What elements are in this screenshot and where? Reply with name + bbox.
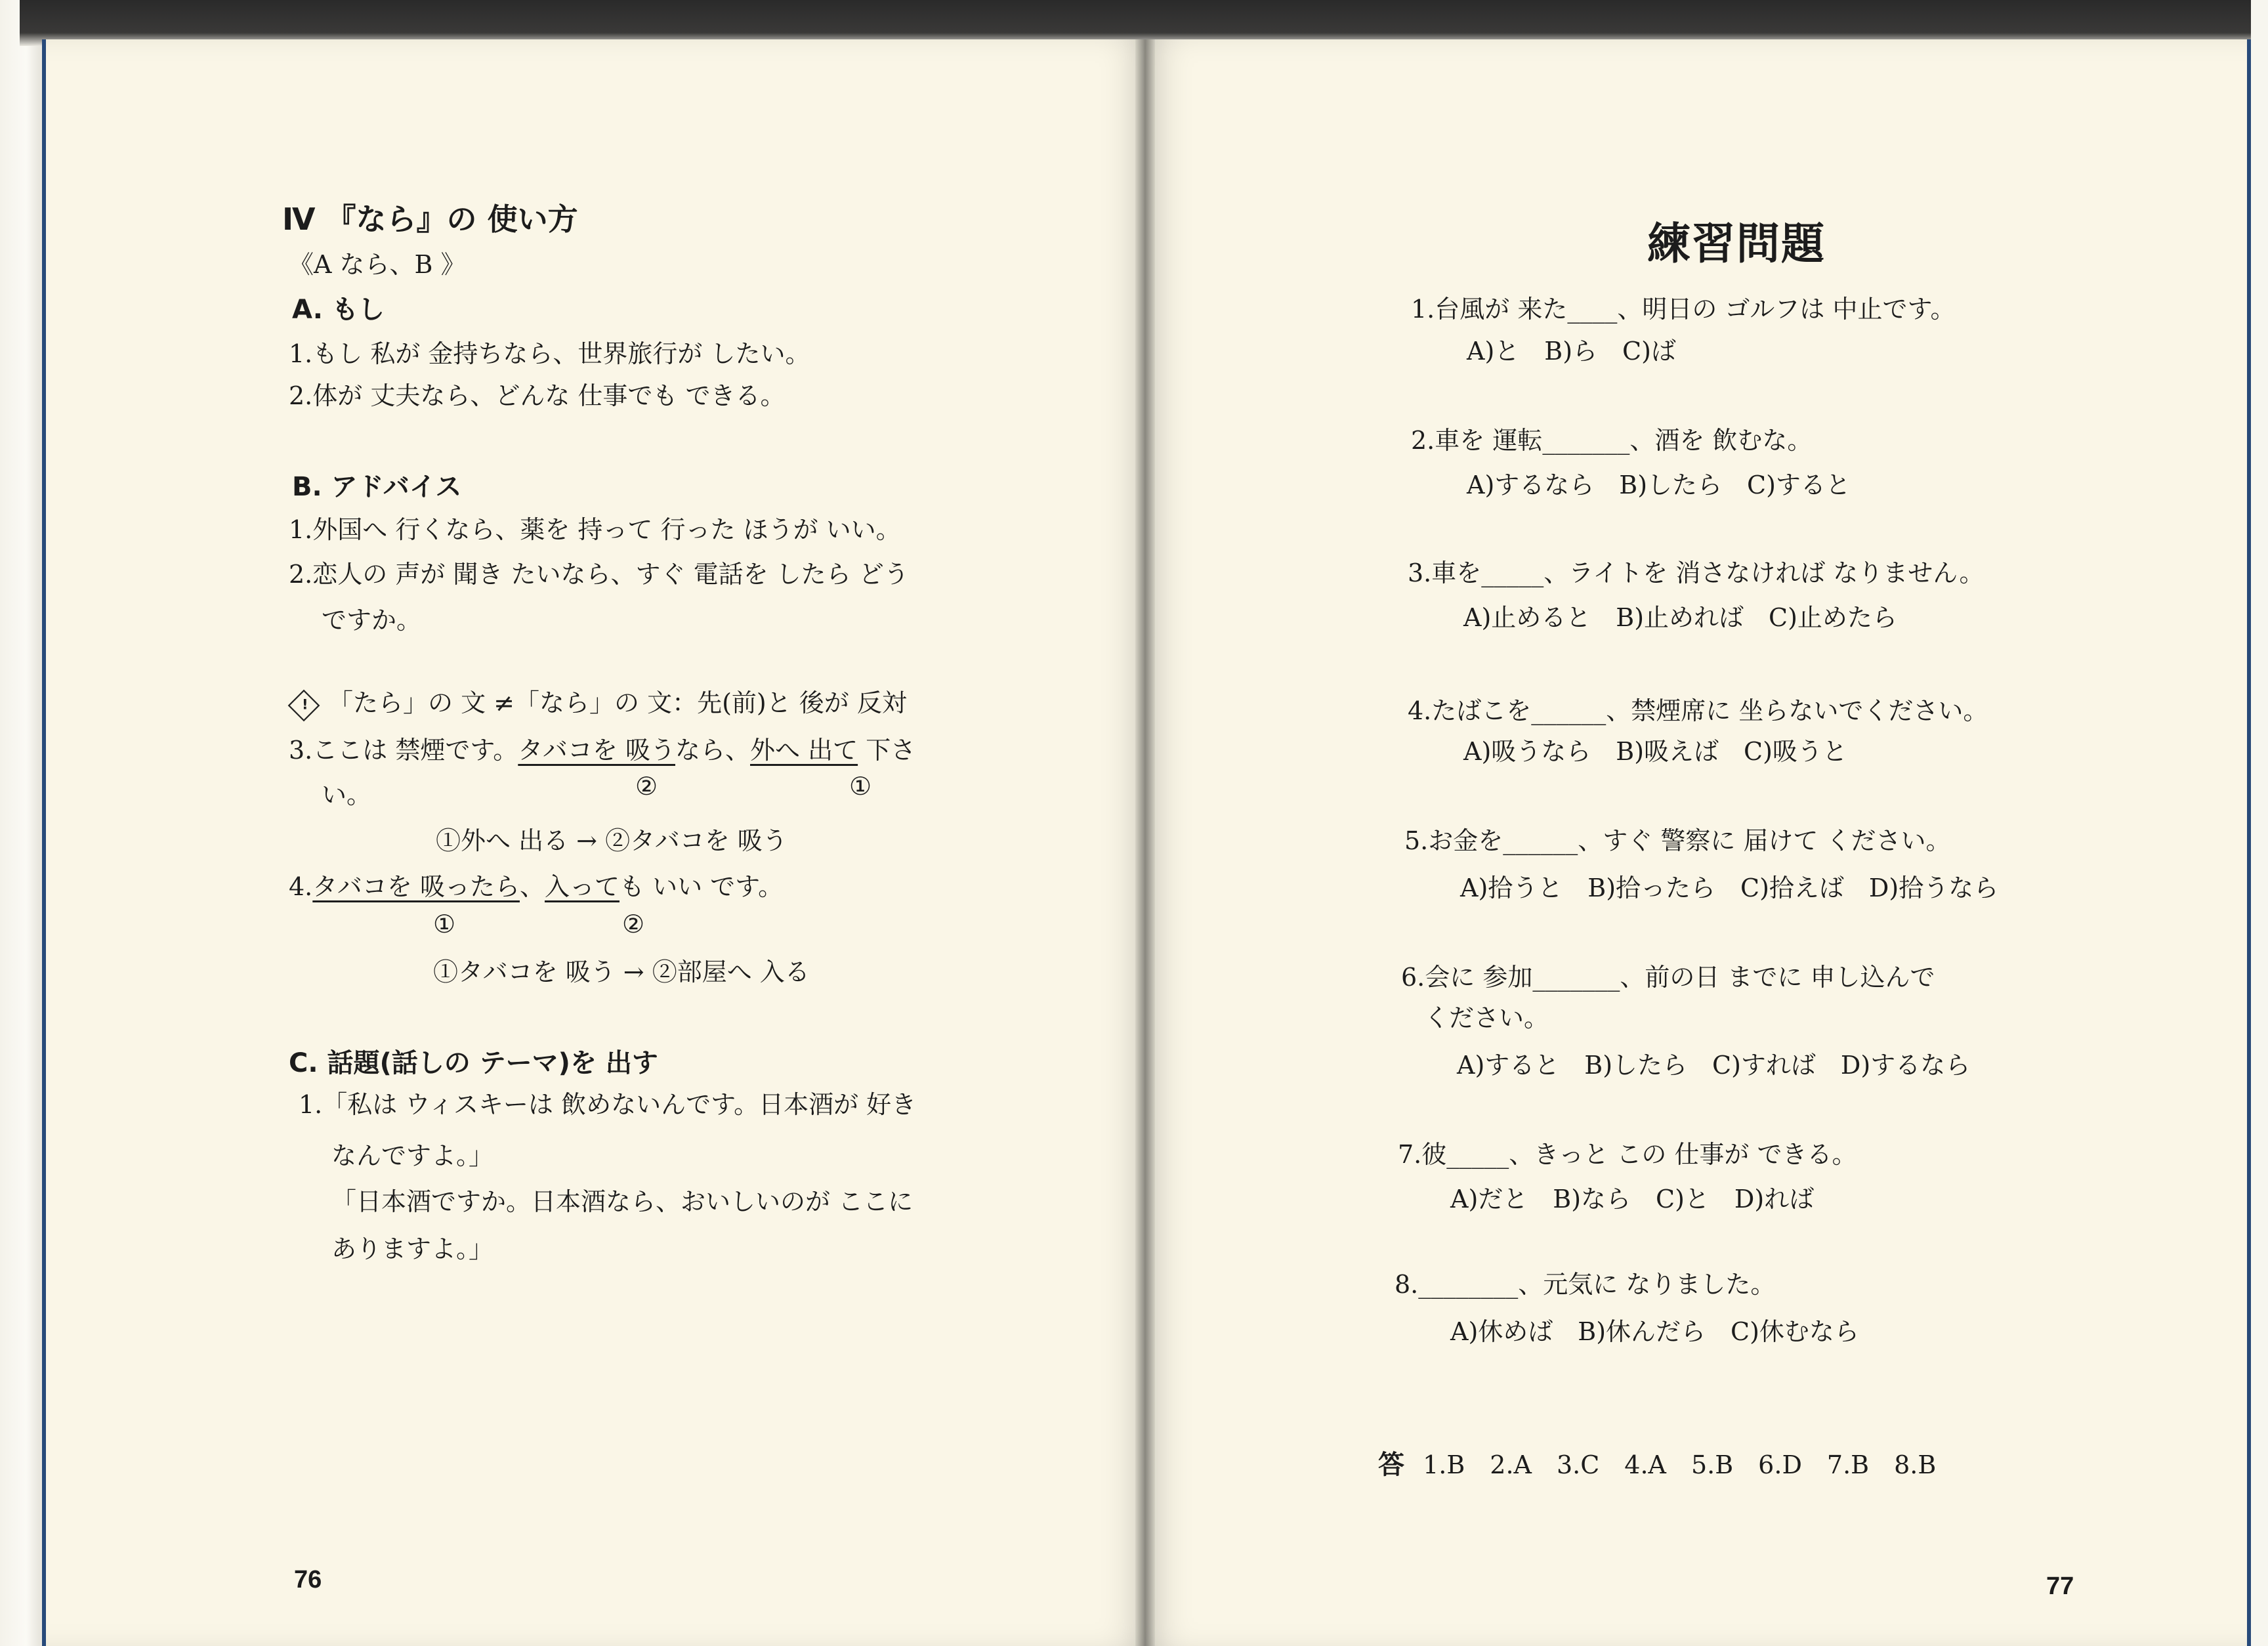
note-line: ! 「たら」の 文 ≠「なら」の 文：先(前)と 後が 反対 xyxy=(289,683,907,721)
order-mark: ② xyxy=(622,910,645,939)
example-line: い。 xyxy=(322,780,372,809)
warning-icon: ! xyxy=(288,689,320,721)
order-mark: ② xyxy=(635,772,658,801)
page-number-left: 76 xyxy=(294,1566,322,1593)
example-line: 1.もし 私が 金持ちなら、世界旅行が したい。 xyxy=(289,339,810,368)
example-line-3: 3.ここは 禁煙です。タバコを 吸うなら、外へ 出て 下さ xyxy=(289,736,916,765)
answer-values: 1.B 2.A 3.C 4.A 5.B 6.D 7.B 8.B xyxy=(1423,1450,1937,1479)
dialogue-line: 1.「私は ウィスキーは 飲めないんです。日本酒が 好き xyxy=(299,1090,917,1119)
choices-1: A)と B)ら C)ば xyxy=(1467,337,1676,366)
example-line: 2.恋人の 声が 聞き たいなら、すぐ 電話を したら どう xyxy=(289,560,909,589)
example-line: 2.体が 丈夫なら、どんな 仕事でも できる。 xyxy=(289,381,786,410)
answer-key xyxy=(1378,1444,1936,1481)
question-7: 7.彼_____、きっと この 仕事が できる。 xyxy=(1398,1140,1857,1169)
choices-7: A)だと B)なら C)と D)れば xyxy=(1450,1185,1815,1213)
question-6-cont: ください。 xyxy=(1424,1003,1549,1032)
example-line-4: 4.タバコを 吸ったら、入っても いい です。 xyxy=(289,872,784,901)
choices-5: A)拾うと B)拾ったら C)拾えば D)拾うなら xyxy=(1460,874,1999,902)
question-4: 4.たばこを______、禁煙席に 坐らないでください。 xyxy=(1408,696,1988,725)
dialogue-line: なんですよ。」 xyxy=(331,1141,494,1170)
dialogue-line: 「日本酒ですか。日本酒なら、おいしいのが ここに xyxy=(331,1187,914,1216)
book-gutter xyxy=(1135,39,1155,1646)
question-8: 8.________、元気に なりました。 xyxy=(1395,1270,1776,1299)
question-2: 2.車を 運転_______、酒を 飲むな。 xyxy=(1411,426,1813,455)
question-5: 5.お金を______、すぐ 警察に 届けて ください。 xyxy=(1404,826,1951,855)
choices-4: A)吸うなら B)吸えば C)吸うと xyxy=(1463,737,1847,766)
subsection-b-title: B. アドバイス xyxy=(292,472,462,502)
order-line: ①タバコを 吸う → ②部屋へ 入る xyxy=(433,958,810,986)
example-line: ですか。 xyxy=(322,606,422,635)
order-mark: ① xyxy=(433,910,456,939)
subsection-a-title: A. もし xyxy=(292,295,385,325)
page-number-right: 77 xyxy=(2046,1572,2074,1600)
choices-2: A)するなら B)したら C)すると xyxy=(1467,471,1851,499)
choices-8: A)休めば B)休んだら C)休むなら xyxy=(1450,1317,1859,1346)
question-6: 6.会に 参加_______、前の日 までに 申し込んで xyxy=(1401,963,1935,992)
dialogue-line: ありますよ。」 xyxy=(331,1234,494,1263)
subsection-c-title: C. 話題(話しの テーマ)を 出す xyxy=(289,1048,658,1078)
order-mark: ① xyxy=(849,772,872,801)
question-1: 1.台風が 来た____、明日の ゴルフは 中止です。 xyxy=(1411,295,1956,324)
question-3: 3.車を_____、ライトを 消さなければ なりません。 xyxy=(1408,559,1984,587)
choices-3: A)止めると B)止めれば C)止めたら xyxy=(1463,603,1897,632)
answer-label: 答 xyxy=(1378,1450,1404,1480)
choices-6: A)すると B)したら C)すれば D)するなら xyxy=(1457,1051,1971,1080)
pattern-label: 《A なら、B 》 xyxy=(289,250,466,279)
order-line: ①外へ 出る → ②タバコを 吸う xyxy=(436,826,788,855)
section-heading: Ⅳ 『なら』の 使い方 xyxy=(282,201,578,237)
example-line: 1.外国へ 行くなら、薬を 持って 行った ほうが いい。 xyxy=(289,515,901,544)
exercise-title: 練習問題 xyxy=(1647,219,1826,269)
